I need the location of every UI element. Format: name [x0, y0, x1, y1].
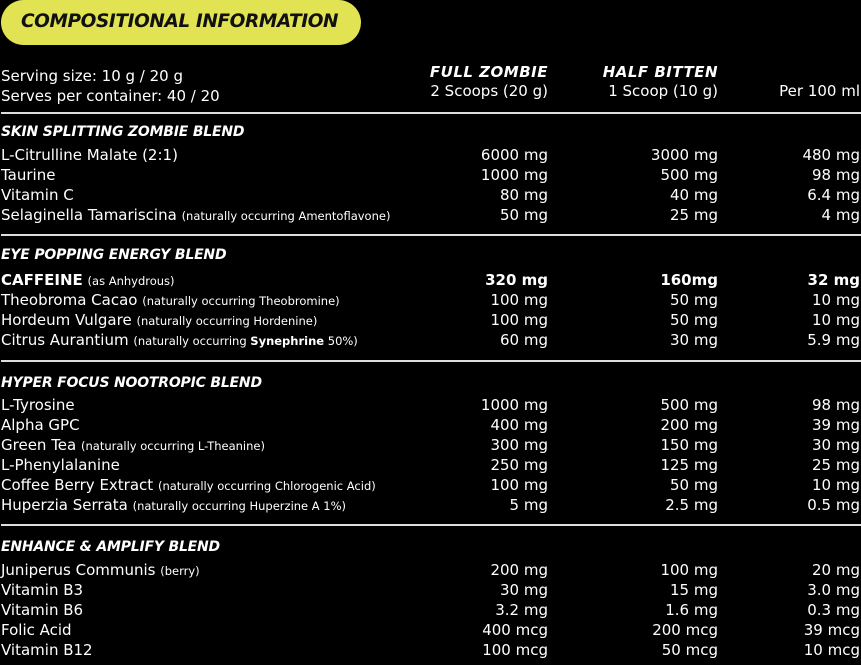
note-part: Synephrine — [250, 334, 325, 348]
amount-full: 400 mcg — [482, 621, 548, 639]
amount-per100: 3.0 mg — [807, 581, 860, 599]
ingredient-name — [1, 475, 376, 496]
ingredient-label: Citrus Aurantium — [1, 331, 129, 349]
amount-full: 60 mg — [500, 331, 548, 349]
amount-per100: 98 mg — [812, 396, 860, 414]
section-divider — [1, 360, 861, 362]
ingredient-row — [0, 560, 861, 580]
ingredient-name — [1, 580, 83, 601]
ingredient-note: (naturally occurring L-Theanine) — [81, 439, 265, 453]
ingredient-label: Green Tea — [1, 436, 81, 454]
ingredient-label: Vitamin B6 — [1, 601, 84, 619]
ingredient-row — [0, 145, 861, 165]
ingredient-row — [0, 600, 861, 620]
ingredient-name — [1, 205, 390, 226]
amount-half: 50 mcg — [661, 641, 718, 659]
serves-per-container: Serves per container: 40 / 20 — [1, 87, 220, 105]
ingredient-note: (naturally occurring Hordenine) — [136, 314, 318, 328]
amount-half: 50 mg — [670, 291, 718, 309]
ingredient-label: L-Phenylalanine — [1, 456, 120, 474]
amount-full: 200 mg — [490, 561, 548, 579]
amount-full: 80 mg — [500, 186, 548, 204]
ingredient-note: (berry) — [160, 564, 200, 578]
amount-half: 30 mg — [670, 331, 718, 349]
ingredient-row — [0, 475, 861, 495]
ingredient-row — [0, 435, 861, 455]
ingredient-note: (naturally occurring Chlorogenic Acid) — [157, 479, 376, 493]
section-divider — [1, 112, 861, 114]
column-sub: Per 100 ml — [779, 82, 860, 100]
column-sub: 2 Scoops (20 g) — [430, 82, 548, 100]
section-title: SKIN SPLITTING ZOMBIE BLEND — [1, 124, 245, 140]
column-sub: 1 Scoop (10 g) — [608, 82, 718, 100]
amount-half: 200 mcg — [652, 621, 718, 639]
ingredient-name — [1, 620, 72, 641]
ingredient-name — [1, 495, 346, 516]
amount-per100: 10 mg — [812, 311, 860, 329]
ingredient-row — [0, 495, 861, 515]
amount-full: 100 mg — [490, 476, 548, 494]
amount-full: 5 mg — [509, 496, 548, 514]
section-title: EYE POPPING ENERGY BLEND — [1, 247, 227, 263]
column-header-per-100ml — [779, 63, 860, 101]
amount-full: 100 mg — [490, 311, 548, 329]
ingredient-name — [1, 455, 120, 476]
ingredient-name — [1, 290, 340, 311]
ingredient-row — [0, 620, 861, 640]
page-title: COMPOSITIONAL INFORMATION — [21, 11, 339, 32]
column-brand — [779, 63, 860, 81]
ingredient-label: CAFFEINE — [1, 271, 83, 289]
amount-per100: 4 mg — [821, 206, 860, 224]
amount-half: 150 mg — [660, 436, 718, 454]
section-divider — [1, 234, 861, 236]
ingredient-row — [0, 270, 861, 290]
ingredient-label: Selaginella Tamariscina — [1, 206, 177, 224]
column-brand: FULL ZOMBIE — [429, 63, 548, 81]
ingredient-name — [1, 415, 80, 436]
ingredient-label: Folic Acid — [1, 621, 72, 639]
amount-half: 3000 mg — [650, 146, 718, 164]
ingredient-name — [1, 270, 175, 291]
ingredient-row — [0, 455, 861, 475]
amount-full: 300 mg — [490, 436, 548, 454]
amount-per100: 480 mg — [802, 146, 860, 164]
ingredient-row — [0, 395, 861, 415]
amount-full: 50 mg — [500, 206, 548, 224]
ingredient-row — [0, 205, 861, 225]
ingredient-label: Huperzia Serrata — [1, 496, 128, 514]
ingredient-label: Hordeum Vulgare — [1, 311, 132, 329]
ingredient-row — [0, 415, 861, 435]
amount-per100: 0.3 mg — [807, 601, 860, 619]
amount-per100: 10 mg — [812, 476, 860, 494]
amount-full: 1000 mg — [480, 166, 548, 184]
amount-per100: 6.4 mg — [807, 186, 860, 204]
ingredient-label: Coffee Berry Extract — [1, 476, 154, 494]
amount-half: 1.6 mg — [665, 601, 718, 619]
ingredient-row — [0, 165, 861, 185]
ingredient-name — [1, 145, 178, 166]
amount-per100: 5.9 mg — [807, 331, 860, 349]
ingredient-name — [1, 435, 265, 456]
ingredient-label: Juniperus Communis — [1, 561, 156, 579]
amount-per100: 0.5 mg — [807, 496, 860, 514]
amount-per100: 10 mcg — [803, 641, 860, 659]
ingredient-note: (naturally occurring Theobromine) — [142, 294, 340, 308]
ingredient-name — [1, 165, 55, 186]
ingredient-label: Alpha GPC — [1, 416, 80, 434]
amount-full: 320 mg — [485, 271, 548, 289]
amount-half: 100 mg — [660, 561, 718, 579]
ingredient-label: Vitamin B3 — [1, 581, 84, 599]
ingredient-row — [0, 330, 861, 350]
column-header-half-bitten — [603, 63, 718, 101]
amount-full: 3.2 mg — [495, 601, 548, 619]
ingredient-name — [1, 640, 93, 661]
ingredient-name — [1, 395, 75, 416]
ingredient-label: Taurine — [1, 166, 56, 184]
note-part: 50%) — [324, 334, 358, 348]
amount-full: 400 mg — [490, 416, 548, 434]
ingredient-name — [1, 310, 317, 331]
ingredient-label: L-Tyrosine — [1, 396, 75, 414]
ingredient-note: (naturally occurring Amentoflavone) — [181, 209, 391, 223]
amount-full: 1000 mg — [480, 396, 548, 414]
amount-per100: 10 mg — [812, 291, 860, 309]
column-header-full-zombie — [430, 63, 548, 101]
section-title: HYPER FOCUS NOOTROPIC BLEND — [1, 375, 262, 391]
amount-full: 100 mcg — [482, 641, 548, 659]
amount-full: 250 mg — [490, 456, 548, 474]
ingredient-row — [0, 185, 861, 205]
amount-half: 40 mg — [670, 186, 718, 204]
amount-per100: 25 mg — [812, 456, 860, 474]
ingredient-name — [1, 185, 74, 206]
amount-full: 30 mg — [500, 581, 548, 599]
section-title: ENHANCE & AMPLIFY BLEND — [1, 539, 220, 555]
ingredient-row — [0, 640, 861, 660]
ingredient-label: Vitamin C — [1, 186, 74, 204]
amount-half: 500 mg — [660, 396, 718, 414]
column-brand: HALF BITTEN — [602, 63, 718, 81]
ingredient-label: Vitamin B12 — [1, 641, 93, 659]
ingredient-name — [1, 560, 200, 581]
serving-info — [1, 66, 220, 106]
ingredient-label: Theobroma Cacao — [1, 291, 138, 309]
amount-half: 2.5 mg — [665, 496, 718, 514]
ingredient-name — [1, 600, 83, 621]
amount-full: 6000 mg — [480, 146, 548, 164]
amount-full: 100 mg — [490, 291, 548, 309]
ingredient-row — [0, 310, 861, 330]
amount-half: 160mg — [660, 271, 718, 289]
amount-half: 15 mg — [670, 581, 718, 599]
ingredient-note — [133, 334, 357, 348]
note-part: (naturally occurring — [133, 334, 251, 348]
ingredient-note: (as Anhydrous) — [87, 274, 175, 288]
amount-per100: 30 mg — [812, 436, 860, 454]
amount-half: 25 mg — [670, 206, 718, 224]
amount-per100: 20 mg — [812, 561, 860, 579]
title-badge — [1, 0, 361, 45]
ingredient-note: (naturally occurring Huperzine A 1%) — [132, 499, 347, 513]
ingredient-row — [0, 290, 861, 310]
amount-half: 50 mg — [670, 311, 718, 329]
section-divider — [1, 524, 861, 526]
amount-half: 125 mg — [660, 456, 718, 474]
amount-half: 200 mg — [660, 416, 718, 434]
ingredient-row — [0, 580, 861, 600]
amount-half: 50 mg — [670, 476, 718, 494]
amount-per100: 39 mg — [812, 416, 860, 434]
amount-per100: 32 mg — [807, 271, 860, 289]
ingredient-name — [1, 330, 358, 351]
amount-per100: 39 mcg — [803, 621, 860, 639]
amount-half: 500 mg — [660, 166, 718, 184]
ingredient-label: L-Citrulline Malate (2:1) — [1, 146, 178, 164]
serving-size: Serving size: 10 g / 20 g — [1, 67, 184, 85]
amount-per100: 98 mg — [812, 166, 860, 184]
